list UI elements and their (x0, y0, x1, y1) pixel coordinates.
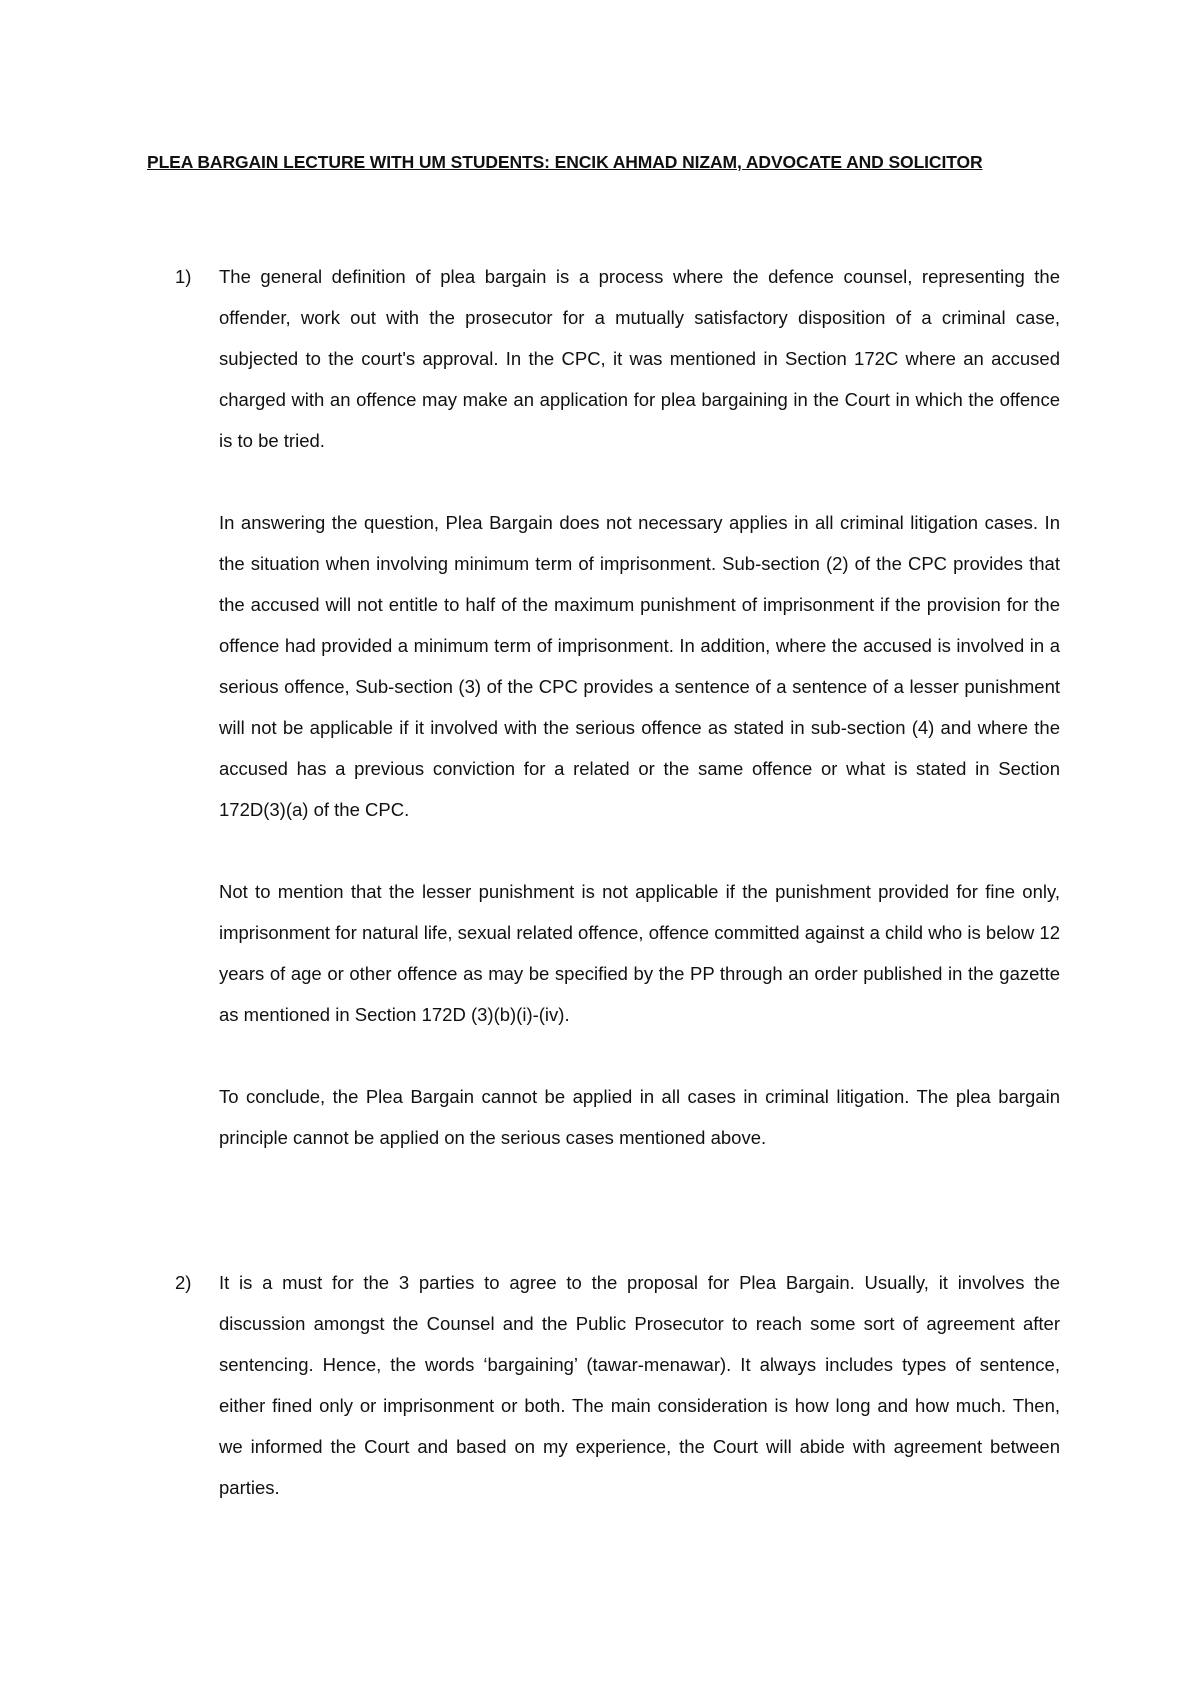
paragraph: Not to mention that the lesser punishment is not applicable if the punishment provided for fine only, imprisonment for natural life, sexual related offence, offence committed against a child who is below 12 years of age or other offence as may be specified by the PP through an order published in the gazette as mentioned in Section 172D (3)(b)(i)-(iv). (219, 881, 1060, 1025)
numbered-item (175, 256, 1060, 1158)
paragraph: To conclude, the Plea Bargain cannot be applied in all cases in criminal litigation. The plea bargain principle cannot be applied on the serious cases mentioned above. (219, 1086, 1060, 1148)
paragraph: In answering the question, Plea Bargain does not necessary applies in all criminal litigation cases. In the situation when involving minimum term of imprisonment. Sub-section (2) of the CPC provides that the accused will not entitle to half of the maximum punishment of imprisonment if the provision for the offence had provided a minimum term of imprisonment. In addition, where the accused is involved in a serious offence, Sub-section (3) of the CPC provides a sentence of a sentence of a lesser punishment will not be applicable if it involved with the serious offence as stated in sub-section (4) and where the accused has a previous conviction for a related or the same offence or what is stated in Section 172D(3)(a) of the CPC. (219, 512, 1060, 820)
paragraph: The general definition of plea bargain is a process where the defence counsel, representing the offender, work out with the prosecutor for a mutually satisfactory disposition of a criminal case, subjected to the court's approval. In the CPC, it was mentioned in Section 172C where an accused charged with an offence may make an application for plea bargaining in the Court in which the offence is to be tried. (219, 266, 1060, 451)
paragraph: It is a must for the 3 parties to agree to the proposal for Plea Bargain. Usually, it involves the discussion amongst the Counsel and the Public Prosecutor to reach some sort of agreement after sentencing. Hence, the words ‘bargaining’ (tawar-menawar). It always includes types of sentence, either fined only or imprisonment or both. The main consideration is how long and how much. Then, we informed the Court and based on my experience, the Court will abide with agreement between parties. (219, 1272, 1060, 1498)
document-title: PLEA BARGAIN LECTURE WITH UM STUDENTS: ENCIK AHMAD NIZAM, ADVOCATE AND SOLICITOR (147, 152, 983, 172)
numbered-item (175, 1262, 1060, 1508)
item-number: 2) (175, 1272, 192, 1293)
item-number: 1) (175, 266, 192, 287)
